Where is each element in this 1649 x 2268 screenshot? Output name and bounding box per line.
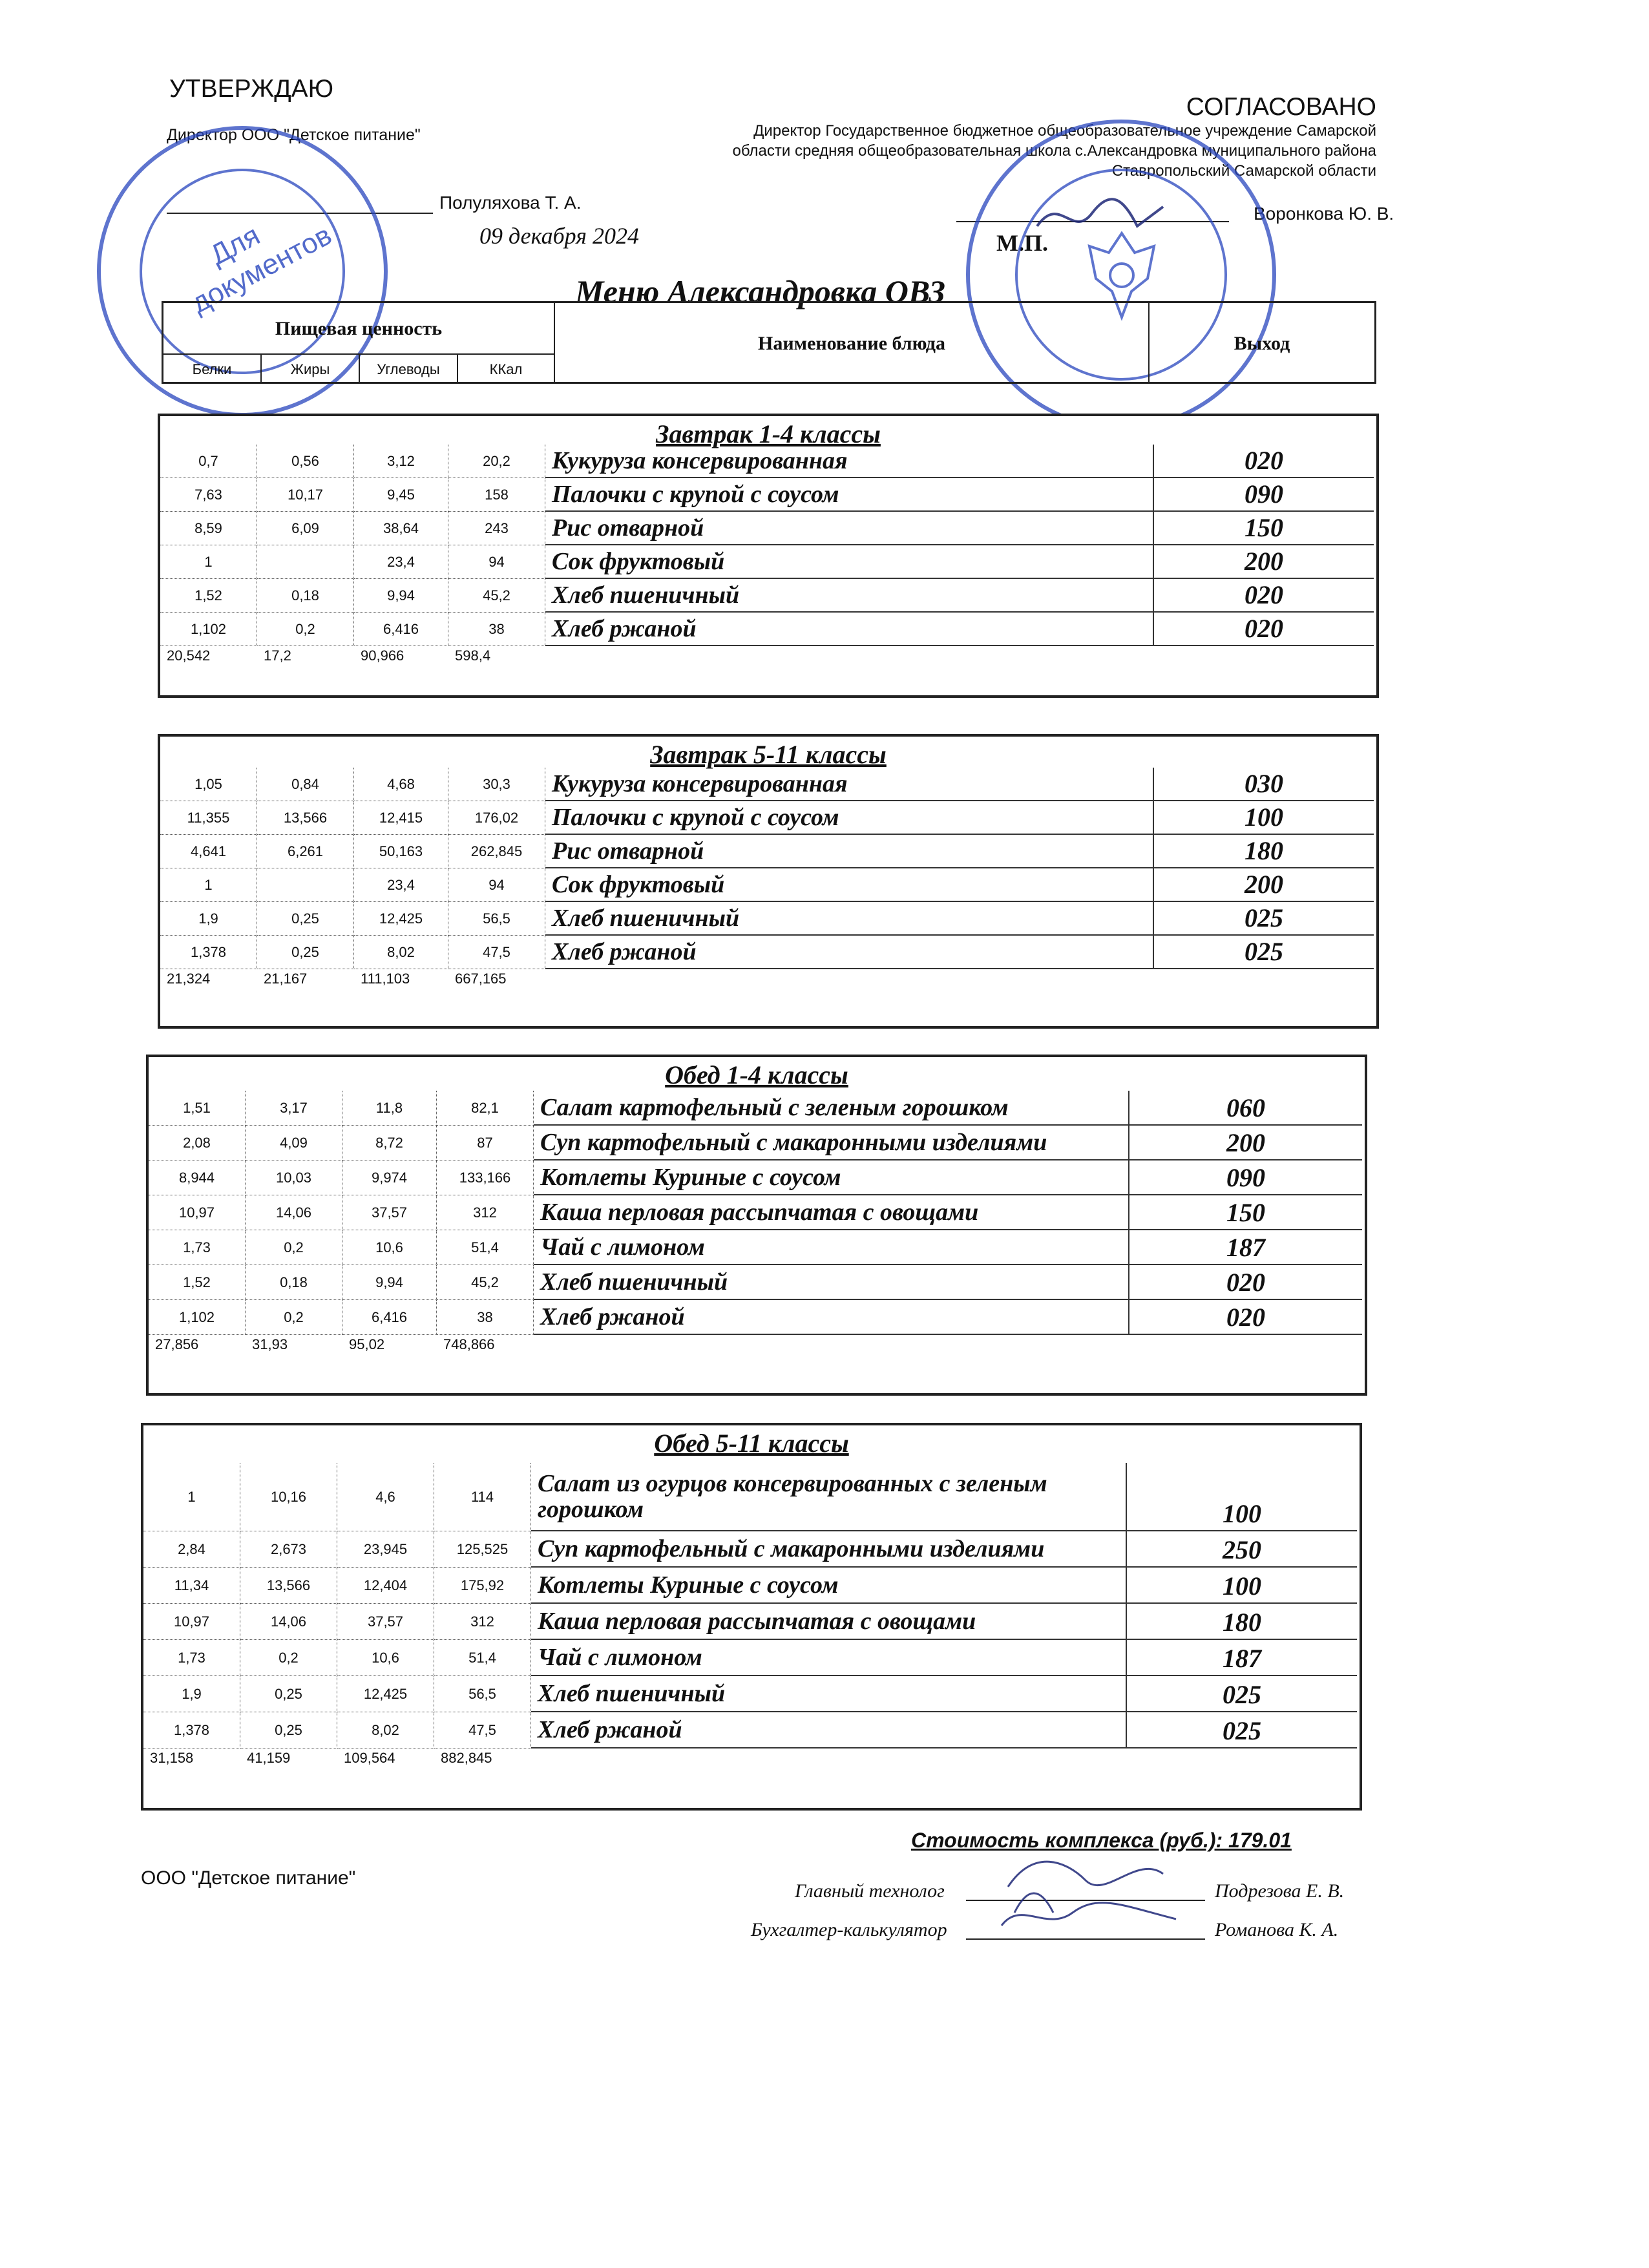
dish-name: Сок фруктовый <box>545 545 1153 579</box>
dish-name: Палочки с крупой с соусом <box>545 478 1153 512</box>
menu-section <box>158 734 1379 1029</box>
total-carbs: 111,103 <box>361 971 410 987</box>
table-row <box>160 835 1376 868</box>
dish-name: Хлеб пшеничный <box>531 1676 1126 1712</box>
fat-cell: 0,25 <box>240 1712 337 1748</box>
protein-cell: 11,34 <box>143 1568 240 1604</box>
dish-name: Кукуруза консервированная <box>545 445 1153 478</box>
dish-name: Хлеб ржаной <box>545 936 1153 969</box>
protein-cell: 1,51 <box>149 1091 246 1126</box>
table-row <box>143 1676 1360 1712</box>
table-row <box>160 512 1376 545</box>
dish-yield: 030 <box>1153 768 1374 801</box>
kcal-cell: 38 <box>448 613 545 646</box>
protein-cell: 8,944 <box>149 1160 246 1195</box>
table-row <box>160 613 1376 646</box>
kcal-cell: 38 <box>437 1300 534 1335</box>
carbs-cell: 12,404 <box>337 1568 434 1604</box>
table-row <box>149 1265 1365 1300</box>
fat-cell: 0,84 <box>257 768 354 801</box>
table-row <box>160 801 1376 835</box>
protein-cell: 1,9 <box>143 1676 240 1712</box>
protein-cell: 4,641 <box>160 835 257 868</box>
agree-position-line-1: Директор Государственное бюджетное общеобразовательное учреждение Самарской <box>753 122 1376 140</box>
dish-yield: 100 <box>1126 1463 1357 1531</box>
fat-cell: 0,56 <box>257 445 354 478</box>
total-protein: 21,324 <box>167 971 211 987</box>
fats-header: Жиры <box>262 355 360 384</box>
table-row <box>160 445 1376 478</box>
nutrition-header: Пищевая ценность <box>163 303 555 355</box>
dish-yield: 025 <box>1126 1676 1357 1712</box>
total-kcal: 882,845 <box>441 1750 492 1766</box>
carbs-cell: 12,425 <box>337 1676 434 1712</box>
fat-cell: 0,25 <box>257 936 354 969</box>
kcal-cell: 94 <box>448 545 545 579</box>
fat-cell: 10,17 <box>257 478 354 512</box>
carbs-cell: 4,6 <box>337 1463 434 1531</box>
carbs-cell: 3,12 <box>354 445 448 478</box>
protein-cell: 1 <box>143 1463 240 1531</box>
kcal-cell: 312 <box>437 1195 534 1230</box>
carbs-cell: 23,4 <box>354 545 448 579</box>
protein-cell: 1,05 <box>160 768 257 801</box>
table-row <box>149 1195 1365 1230</box>
proteins-header: Белки <box>163 355 262 384</box>
total-protein: 20,542 <box>167 647 211 664</box>
dish-yield: 187 <box>1126 1640 1357 1676</box>
dish-name: Каша перловая рассыпчатая с овощами <box>534 1195 1128 1230</box>
dish-yield: 020 <box>1153 579 1374 613</box>
kcal-cell: 45,2 <box>437 1265 534 1300</box>
complex-cost: Стоимость комплекса (руб.): 179.01 <box>911 1829 1292 1852</box>
protein-cell: 1,52 <box>160 579 257 613</box>
dish-yield: 020 <box>1153 613 1374 646</box>
dish-yield: 150 <box>1128 1195 1362 1230</box>
dish-name: Котлеты Куриные с соусом <box>531 1568 1126 1604</box>
approve-date: 09 декабря 2024 <box>479 223 639 249</box>
section-title: Обед 1-4 классы <box>665 1060 848 1089</box>
dish-yield: 025 <box>1126 1712 1357 1748</box>
section-title: Обед 5-11 классы <box>654 1429 849 1458</box>
kcal-cell: 158 <box>448 478 545 512</box>
total-carbs: 95,02 <box>349 1336 385 1352</box>
kcal-cell: 243 <box>448 512 545 545</box>
dish-name: Салат из огурцов консервированных с зеленым горошком <box>531 1463 1126 1531</box>
table-row <box>143 1604 1360 1640</box>
fat-cell: 0,2 <box>257 613 354 646</box>
carbs-cell: 9,974 <box>342 1160 437 1195</box>
table-row <box>143 1568 1360 1604</box>
fat-cell <box>257 868 354 902</box>
kcal-cell: 47,5 <box>448 936 545 969</box>
kcal-cell: 262,845 <box>448 835 545 868</box>
protein-cell: 1,102 <box>149 1300 246 1335</box>
kcal-cell: 94 <box>448 868 545 902</box>
dish-name: Чай с лимоном <box>534 1230 1128 1265</box>
table-row <box>143 1463 1360 1531</box>
kcal-cell: 82,1 <box>437 1091 534 1126</box>
fat-cell: 14,06 <box>240 1604 337 1640</box>
dish-name: Суп картофельный с макаронными изделиями <box>531 1531 1126 1568</box>
total-protein: 27,856 <box>155 1336 199 1352</box>
dish-yield: 200 <box>1128 1126 1362 1160</box>
protein-cell: 11,355 <box>160 801 257 835</box>
carbs-cell: 6,416 <box>342 1300 437 1335</box>
total-fat: 21,167 <box>264 971 308 987</box>
protein-cell: 1,73 <box>143 1640 240 1676</box>
total-kcal: 598,4 <box>455 647 491 664</box>
dish-header: Наименование блюда <box>555 303 1150 384</box>
protein-cell: 1,378 <box>160 936 257 969</box>
total-protein: 31,158 <box>150 1750 194 1766</box>
dish-name: Хлеб пшеничный <box>545 902 1153 936</box>
carbs-cell: 6,416 <box>354 613 448 646</box>
protein-cell: 1,102 <box>160 613 257 646</box>
approve-title: УТВЕРЖДАЮ <box>169 75 334 103</box>
dish-yield: 020 <box>1128 1265 1362 1300</box>
fat-cell <box>257 545 354 579</box>
protein-cell: 2,08 <box>149 1126 246 1160</box>
dish-yield: 020 <box>1153 445 1374 478</box>
kcal-cell: 175,92 <box>434 1568 531 1604</box>
carbs-cell: 11,8 <box>342 1091 437 1126</box>
table-row <box>160 936 1376 969</box>
protein-cell: 1 <box>160 868 257 902</box>
fat-cell: 10,16 <box>240 1463 337 1531</box>
protein-cell: 10,97 <box>149 1195 246 1230</box>
kcal-cell: 133,166 <box>437 1160 534 1195</box>
carbs-cell: 37,57 <box>337 1604 434 1640</box>
dish-yield: 180 <box>1153 835 1374 868</box>
fat-cell: 6,261 <box>257 835 354 868</box>
approve-position: Директор ООО "Детское питание" <box>167 126 421 144</box>
dish-name: Сок фруктовый <box>545 868 1153 902</box>
protein-cell: 1,73 <box>149 1230 246 1265</box>
dish-yield: 200 <box>1153 868 1374 902</box>
total-fat: 17,2 <box>264 647 291 664</box>
protein-cell: 1,52 <box>149 1265 246 1300</box>
table-row <box>149 1160 1365 1195</box>
dish-name: Хлеб ржаной <box>531 1712 1126 1748</box>
section-title: Завтрак 5-11 классы <box>650 740 887 769</box>
table-row <box>160 868 1376 902</box>
agree-title: СОГЛАСОВАНО <box>1186 93 1376 121</box>
dish-name: Хлеб пшеничный <box>534 1265 1128 1300</box>
total-carbs: 90,966 <box>361 647 404 664</box>
dish-yield: 090 <box>1153 478 1374 512</box>
fat-cell: 0,18 <box>257 579 354 613</box>
menu-header-table <box>162 301 1376 384</box>
left-stamp-text: Для документов <box>186 219 337 320</box>
kcal-cell: 56,5 <box>434 1676 531 1712</box>
carbs-cell: 4,68 <box>354 768 448 801</box>
kcal-cell: 125,525 <box>434 1531 531 1568</box>
fat-cell: 0,2 <box>246 1230 342 1265</box>
table-row <box>160 545 1376 579</box>
kcal-cell: 176,02 <box>448 801 545 835</box>
total-fat: 41,159 <box>247 1750 291 1766</box>
total-kcal: 748,866 <box>443 1336 495 1352</box>
table-row <box>149 1091 1365 1126</box>
agree-signature-icon <box>1034 187 1189 246</box>
technologist-label: Главный технолог <box>795 1880 945 1902</box>
dish-name: Хлеб ржаной <box>545 613 1153 646</box>
accountant-name: Романова К. А. <box>1215 1919 1339 1940</box>
kcal-cell: 45,2 <box>448 579 545 613</box>
kcal-cell: 114 <box>434 1463 531 1531</box>
carbs-cell: 10,6 <box>342 1230 437 1265</box>
carbs-cell: 12,415 <box>354 801 448 835</box>
carbs-cell: 50,163 <box>354 835 448 868</box>
agree-position <box>601 121 1376 181</box>
fat-cell: 13,566 <box>257 801 354 835</box>
dish-yield: 025 <box>1153 936 1374 969</box>
fat-cell: 0,2 <box>240 1640 337 1676</box>
dish-yield: 060 <box>1128 1091 1362 1126</box>
carbs-cell: 8,02 <box>337 1712 434 1748</box>
dish-yield: 020 <box>1128 1300 1362 1335</box>
menu-section <box>141 1423 1362 1811</box>
dish-yield: 025 <box>1153 902 1374 936</box>
dish-yield: 200 <box>1153 545 1374 579</box>
fat-cell: 10,03 <box>246 1160 342 1195</box>
dish-name: Кукуруза консервированная <box>545 768 1153 801</box>
carbs-cell: 8,72 <box>342 1126 437 1160</box>
table-row <box>143 1531 1360 1568</box>
carbs-cell: 23,4 <box>354 868 448 902</box>
table-row <box>160 902 1376 936</box>
dish-name: Каша перловая рассыпчатая с овощами <box>531 1604 1126 1640</box>
carbs-cell: 9,94 <box>342 1265 437 1300</box>
dish-yield: 150 <box>1153 512 1374 545</box>
fat-cell: 2,673 <box>240 1531 337 1568</box>
kcal-cell: 312 <box>434 1604 531 1640</box>
kcal-cell: 51,4 <box>437 1230 534 1265</box>
fat-cell: 0,25 <box>240 1676 337 1712</box>
approve-name: Полуляхова Т. А. <box>439 193 582 213</box>
protein-cell: 2,84 <box>143 1531 240 1568</box>
menu-title: Меню Александровка ОВЗ <box>575 273 945 310</box>
protein-cell: 7,63 <box>160 478 257 512</box>
agree-position-line-3: Ставропольский Самарской области <box>1111 162 1376 180</box>
fat-cell: 0,2 <box>246 1300 342 1335</box>
fat-cell: 0,25 <box>257 902 354 936</box>
carbs-cell: 9,45 <box>354 478 448 512</box>
kcal-cell: 47,5 <box>434 1712 531 1748</box>
fat-cell: 0,18 <box>246 1265 342 1300</box>
kcal-cell: 20,2 <box>448 445 545 478</box>
agree-position-line-2: области средняя общеобразовательная школа с.Александровка муниципального района <box>732 142 1376 160</box>
fat-cell: 4,09 <box>246 1126 342 1160</box>
total-carbs: 109,564 <box>344 1750 395 1766</box>
fat-cell: 3,17 <box>246 1091 342 1126</box>
carbs-cell: 8,02 <box>354 936 448 969</box>
table-row <box>143 1712 1360 1748</box>
carbs-cell: 37,57 <box>342 1195 437 1230</box>
dish-name: Котлеты Куриные с соусом <box>534 1160 1128 1195</box>
section-title: Завтрак 1-4 классы <box>656 419 881 448</box>
kcal-cell: 30,3 <box>448 768 545 801</box>
stamp-place-label: М.П. <box>996 230 1048 256</box>
kcal-cell: 87 <box>437 1126 534 1160</box>
protein-cell: 0,7 <box>160 445 257 478</box>
protein-cell: 1 <box>160 545 257 579</box>
fat-cell: 13,566 <box>240 1568 337 1604</box>
kcal-cell: 51,4 <box>434 1640 531 1676</box>
dish-yield: 250 <box>1126 1531 1357 1568</box>
dish-name: Суп картофельный с макаронными изделиями <box>534 1126 1128 1160</box>
technologist-signature-icon <box>995 1835 1189 1945</box>
dish-yield: 100 <box>1126 1568 1357 1604</box>
menu-section <box>146 1055 1367 1396</box>
carbs-cell: 38,64 <box>354 512 448 545</box>
dish-name: Хлеб ржаной <box>534 1300 1128 1335</box>
protein-cell: 1,9 <box>160 902 257 936</box>
table-row <box>160 768 1376 801</box>
dish-yield: 180 <box>1126 1604 1357 1640</box>
table-row <box>160 478 1376 512</box>
dish-name: Чай с лимоном <box>531 1640 1126 1676</box>
protein-cell: 10,97 <box>143 1604 240 1640</box>
footer-organization: ООО "Детское питание" <box>141 1867 356 1889</box>
menu-section <box>158 414 1379 698</box>
table-row <box>149 1126 1365 1160</box>
table-row <box>160 579 1376 613</box>
yield-header: Выход <box>1234 333 1290 354</box>
total-kcal: 667,165 <box>455 971 507 987</box>
dish-name: Рис отварной <box>545 512 1153 545</box>
fat-cell: 6,09 <box>257 512 354 545</box>
dish-name: Хлеб пшеничный <box>545 579 1153 613</box>
dish-name: Салат картофельный с зеленым горошком <box>534 1091 1128 1126</box>
table-row <box>149 1230 1365 1265</box>
carbs-cell: 12,425 <box>354 902 448 936</box>
dish-name: Палочки с крупой с соусом <box>545 801 1153 835</box>
carbs-cell: 23,945 <box>337 1531 434 1568</box>
technologist-name: Подрезова Е. В. <box>1215 1880 1345 1902</box>
kcal-cell: 56,5 <box>448 902 545 936</box>
carbs-cell: 10,6 <box>337 1640 434 1676</box>
fat-cell: 14,06 <box>246 1195 342 1230</box>
total-fat: 31,93 <box>252 1336 288 1352</box>
kcal-header: ККал <box>458 355 555 384</box>
table-row <box>149 1300 1365 1335</box>
dish-yield: 187 <box>1128 1230 1362 1265</box>
dish-yield: 100 <box>1153 801 1374 835</box>
dish-name: Рис отварной <box>545 835 1153 868</box>
protein-cell: 8,59 <box>160 512 257 545</box>
carbs-cell: 9,94 <box>354 579 448 613</box>
accountant-label: Бухгалтер-калькулятор <box>751 1919 947 1940</box>
table-row <box>143 1640 1360 1676</box>
dish-yield: 090 <box>1128 1160 1362 1195</box>
agree-name: Воронкова Ю. В. <box>1254 204 1394 224</box>
protein-cell: 1,378 <box>143 1712 240 1748</box>
carbs-header: Углеводы <box>360 355 458 384</box>
